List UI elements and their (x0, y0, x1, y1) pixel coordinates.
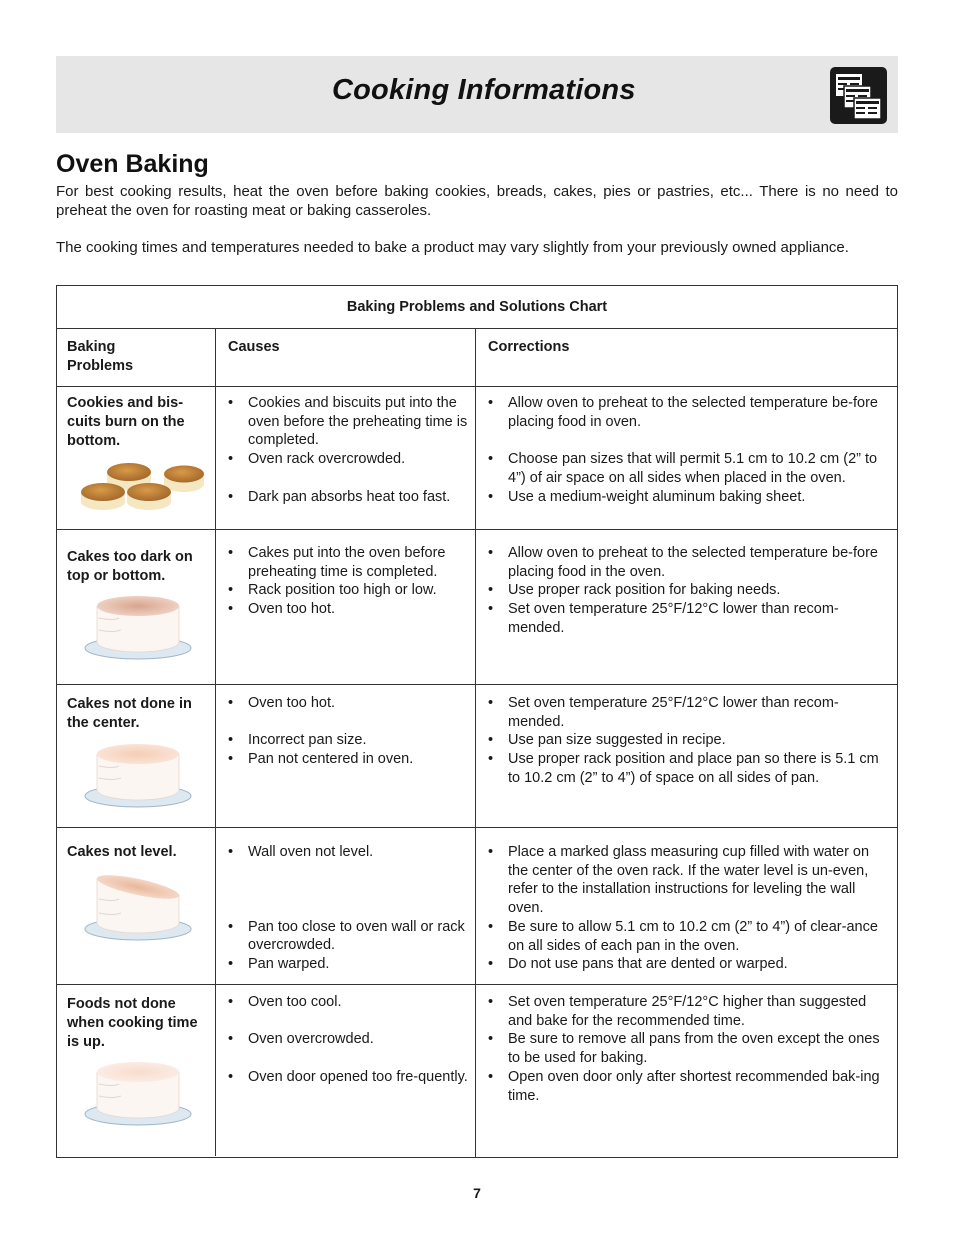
row-divider (57, 827, 897, 828)
cause-item: • Oven overcrowded. (228, 1030, 473, 1049)
cause-item: • Cakes put into the oven before preheating time is completed. (228, 544, 473, 581)
problem-label: Foods not done when cooking time is up. (67, 996, 198, 1050)
corrections-list (488, 544, 888, 638)
baking-problems-chart (56, 285, 898, 1158)
section-title: Oven Baking (56, 150, 209, 178)
column-header-causes: Causes (228, 339, 280, 355)
page-number: 7 (473, 1185, 481, 1201)
problem-label: Cakes not done in the center. (67, 696, 192, 731)
corrections-list (488, 694, 888, 788)
problem-label: Cakes too dark on top or bottom. (67, 549, 193, 584)
cause-item: • Pan not centered in oven. (228, 750, 473, 769)
correction-item: • Use proper rack position for baking needs. (488, 581, 888, 600)
correction-item: • Set oven temperature 25°F/12°C lower than recom-mended. (488, 600, 888, 637)
correction-item: • Use proper rack position and place pan so there is 5.1 cm to 10.2 cm (2” to 4”) of space on all sides of pan. (488, 750, 888, 787)
row-divider (57, 984, 897, 985)
causes-list (228, 993, 473, 1086)
dark-top-cake-image (83, 592, 193, 662)
column-divider (215, 329, 216, 1156)
correction-item: • Allow oven to preheat to the selected temperature be-fore placing food in the oven. (488, 544, 888, 581)
cause-item: • Dark pan absorbs heat too fast. (228, 488, 473, 507)
correction-item: • Open oven door only after shortest recommended bak-ing time. (488, 1068, 888, 1105)
corrections-list (488, 843, 888, 974)
column-header-corrections: Corrections (488, 339, 570, 355)
cause-item: • Oven rack overcrowded. (228, 450, 473, 469)
column-header-problems: Baking Problems (67, 339, 134, 374)
plain-cake-image (83, 1058, 193, 1128)
correction-item: • Choose pan sizes that will permit 5.1 cm to 10.2 cm (2” to 4”) of air space on all sides when placed in the oven. (488, 450, 888, 487)
row-divider (57, 529, 897, 530)
cause-item: • Oven too hot. (228, 694, 473, 713)
cause-item: • Cookies and biscuits put into the oven before the preheating time is completed. (228, 394, 473, 450)
cause-item: • Pan warped. (228, 955, 473, 974)
correction-item: • Be sure to remove all pans from the oven except the ones to be used for baking. (488, 1030, 888, 1067)
chart-title: Baking Problems and Solutions Chart (57, 286, 897, 329)
cause-item: • Pan too close to oven wall or rack overcrowded. (228, 918, 473, 955)
correction-item: • Use pan size suggested in recipe. (488, 731, 888, 750)
cause-item: • Wall oven not level. (228, 843, 473, 862)
causes-list (228, 694, 473, 769)
cause-item: • Oven too cool. (228, 993, 473, 1012)
correction-item: • Be sure to allow 5.1 cm to 10.2 cm (2” to 4”) of clear-ance on all sides of each pan in the oven. (488, 918, 888, 955)
correction-item: • Place a marked glass measuring cup filled with water on the center of the oven rack. If the water level is un-even, refer to the installation instructions for leveling the wall oven. (488, 843, 888, 918)
row-divider (57, 386, 897, 387)
column-divider (475, 329, 476, 1157)
cause-item: • Rack position too high or low. (228, 581, 473, 600)
correction-item: • Set oven temperature 25°F/12°C higher than suggested and bake for the recommended time. (488, 993, 888, 1030)
problem-label: Cookies and bis- cuits burn on the bottom. (67, 395, 185, 449)
problem-label: Cakes not level. (67, 844, 177, 860)
intro-paragraph-2: The cooking times and temperatures needed to bake a product may vary slightly from your previously owned appliance. (56, 239, 849, 256)
corrections-list (488, 993, 888, 1105)
correction-item: • Allow oven to preheat to the selected temperature be-fore placing food in oven. (488, 394, 888, 431)
uneven-cake-image (83, 871, 193, 943)
page-title: Cooking Informations (332, 74, 636, 106)
correction-item: • Set oven temperature 25°F/12°C lower than recom-mended. (488, 694, 888, 731)
causes-list (228, 394, 473, 506)
undone-cake-image (83, 740, 193, 810)
causes-list (228, 843, 473, 974)
cookies-image (69, 454, 205, 526)
recipe-book-icon (830, 67, 887, 124)
intro-paragraph-1: For best cooking results, heat the oven before baking cookies, breads, cakes, pies or pastries, etc... There is no need to preheat the oven for roasting meat or baking casseroles. (56, 183, 898, 219)
causes-list (228, 544, 473, 619)
cause-item: • Incorrect pan size. (228, 731, 473, 750)
row-divider (57, 684, 897, 685)
header-banner (56, 56, 898, 133)
corrections-list (488, 394, 888, 506)
correction-item: • Use a medium-weight aluminum baking sheet. (488, 488, 888, 507)
correction-item: • Do not use pans that are dented or warped. (488, 955, 888, 974)
cause-item: • Oven too hot. (228, 600, 473, 619)
cause-item: • Oven door opened too fre-quently. (228, 1068, 473, 1087)
